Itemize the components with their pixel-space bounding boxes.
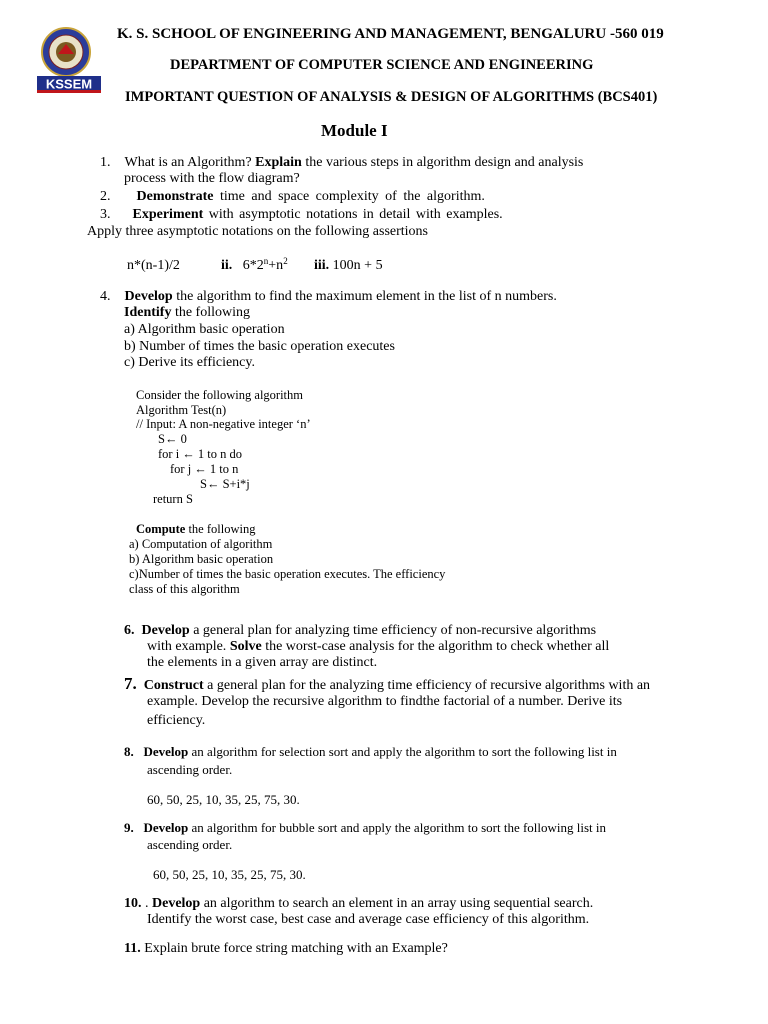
- algorithm-line-2: for i ← 1 to n do: [158, 447, 243, 461]
- question-9: 9. Develop an algorithm for bubble sort and apply the algorithm to sort the following list in: [124, 820, 607, 835]
- algorithm-line-3: for j ← 1 to n: [170, 462, 239, 476]
- algorithm-input: // Input: A non-negative integer ‘n’: [136, 417, 311, 431]
- question-4-b: b) Number of times the basic operation executes: [124, 339, 395, 354]
- module-title: Module I: [321, 121, 388, 140]
- question-10: 10. . Develop an algorithm to search an element in an array using sequential search.: [124, 896, 594, 911]
- question-3: 3. Experiment with asymptotic notations in detail with examples.: [100, 207, 503, 222]
- question-4-a: a) Algorithm basic operation: [124, 322, 285, 337]
- compute-b: b) Algorithm basic operation: [129, 552, 274, 566]
- question-4-identify: Identify the following: [124, 305, 250, 320]
- question-3-apply: Apply three asymptotic notations on the following assertions: [87, 224, 429, 239]
- college-name: K. S. SCHOOL OF ENGINEERING AND MANAGEMENT, BENGALURU -560 019: [117, 26, 664, 42]
- assertion-1: n*(n-1)/2: [127, 258, 180, 273]
- question-9-list: 60, 50, 25, 10, 35, 25, 75, 30.: [153, 867, 306, 882]
- question-1: 1. What is an Algorithm? Explain the various steps in algorithm design and analysis: [100, 155, 584, 170]
- question-7: 7. Construct a general plan for the analyzing time efficiency of recursive algorithms with an: [124, 674, 651, 693]
- compute-heading: Compute the following: [136, 522, 256, 536]
- question-8-list: 60, 50, 25, 10, 35, 25, 75, 30.: [147, 792, 300, 807]
- question-2: 2. Demonstrate time and space complexity of the algorithm.: [100, 189, 485, 204]
- question-10-line2: Identify the worst case, best case and average case efficiency of this algorithm.: [147, 912, 590, 927]
- question-4: 4. Develop the algorithm to find the maximum element in the list of n numbers.: [100, 289, 557, 304]
- compute-a: a) Computation of algorithm: [129, 537, 273, 551]
- question-8-line2: ascending order.: [147, 762, 233, 777]
- assertion-3: iii. 100n + 5: [314, 258, 383, 273]
- question-7-line2: example. Develop the recursive algorithm to findthe factorial of a number. Derive its: [147, 694, 623, 709]
- logo-text: KSSEM: [45, 76, 93, 92]
- compute-c-line2: class of this algorithm: [129, 582, 240, 596]
- algorithm-line-1: S← 0: [158, 432, 187, 446]
- question-7-line3: efficiency.: [147, 713, 206, 728]
- question-6-line2: with example. Solve the worst-case analysis for the algorithm to check whether all: [147, 639, 610, 654]
- question-8: 8. Develop an algorithm for selection sort and apply the algorithm to sort the following list in: [124, 744, 617, 759]
- department-name: DEPARTMENT OF COMPUTER SCIENCE AND ENGINEERING: [170, 57, 594, 73]
- question-6-line3: the elements in a given array are distinct.: [147, 655, 378, 670]
- algorithm-line-4: S← S+i*j: [200, 477, 250, 491]
- subject-title: IMPORTANT QUESTION OF ANALYSIS & DESIGN OF ALGORITHMS (BCS401): [125, 89, 658, 105]
- question-6: 6. Develop a general plan for analyzing time efficiency of non-recursive algorithms: [124, 623, 597, 638]
- question-11: 11. Explain brute force string matching with an Example?: [124, 941, 448, 956]
- algorithm-name: Algorithm Test(n): [136, 403, 227, 417]
- algorithm-line-5: return S: [153, 492, 193, 506]
- college-logo: [36, 24, 108, 96]
- question-9-line2: ascending order.: [147, 837, 233, 852]
- assertion-2: ii. $6*2^n+n^2$: [221, 256, 288, 273]
- question-4-c: c) Derive its efficiency.: [124, 355, 255, 370]
- compute-c: c)Number of times the basic operation executes. The efficiency: [129, 567, 446, 581]
- question-1-line2: process with the flow diagram?: [124, 171, 300, 186]
- algorithm-intro: Consider the following algorithm: [136, 388, 303, 402]
